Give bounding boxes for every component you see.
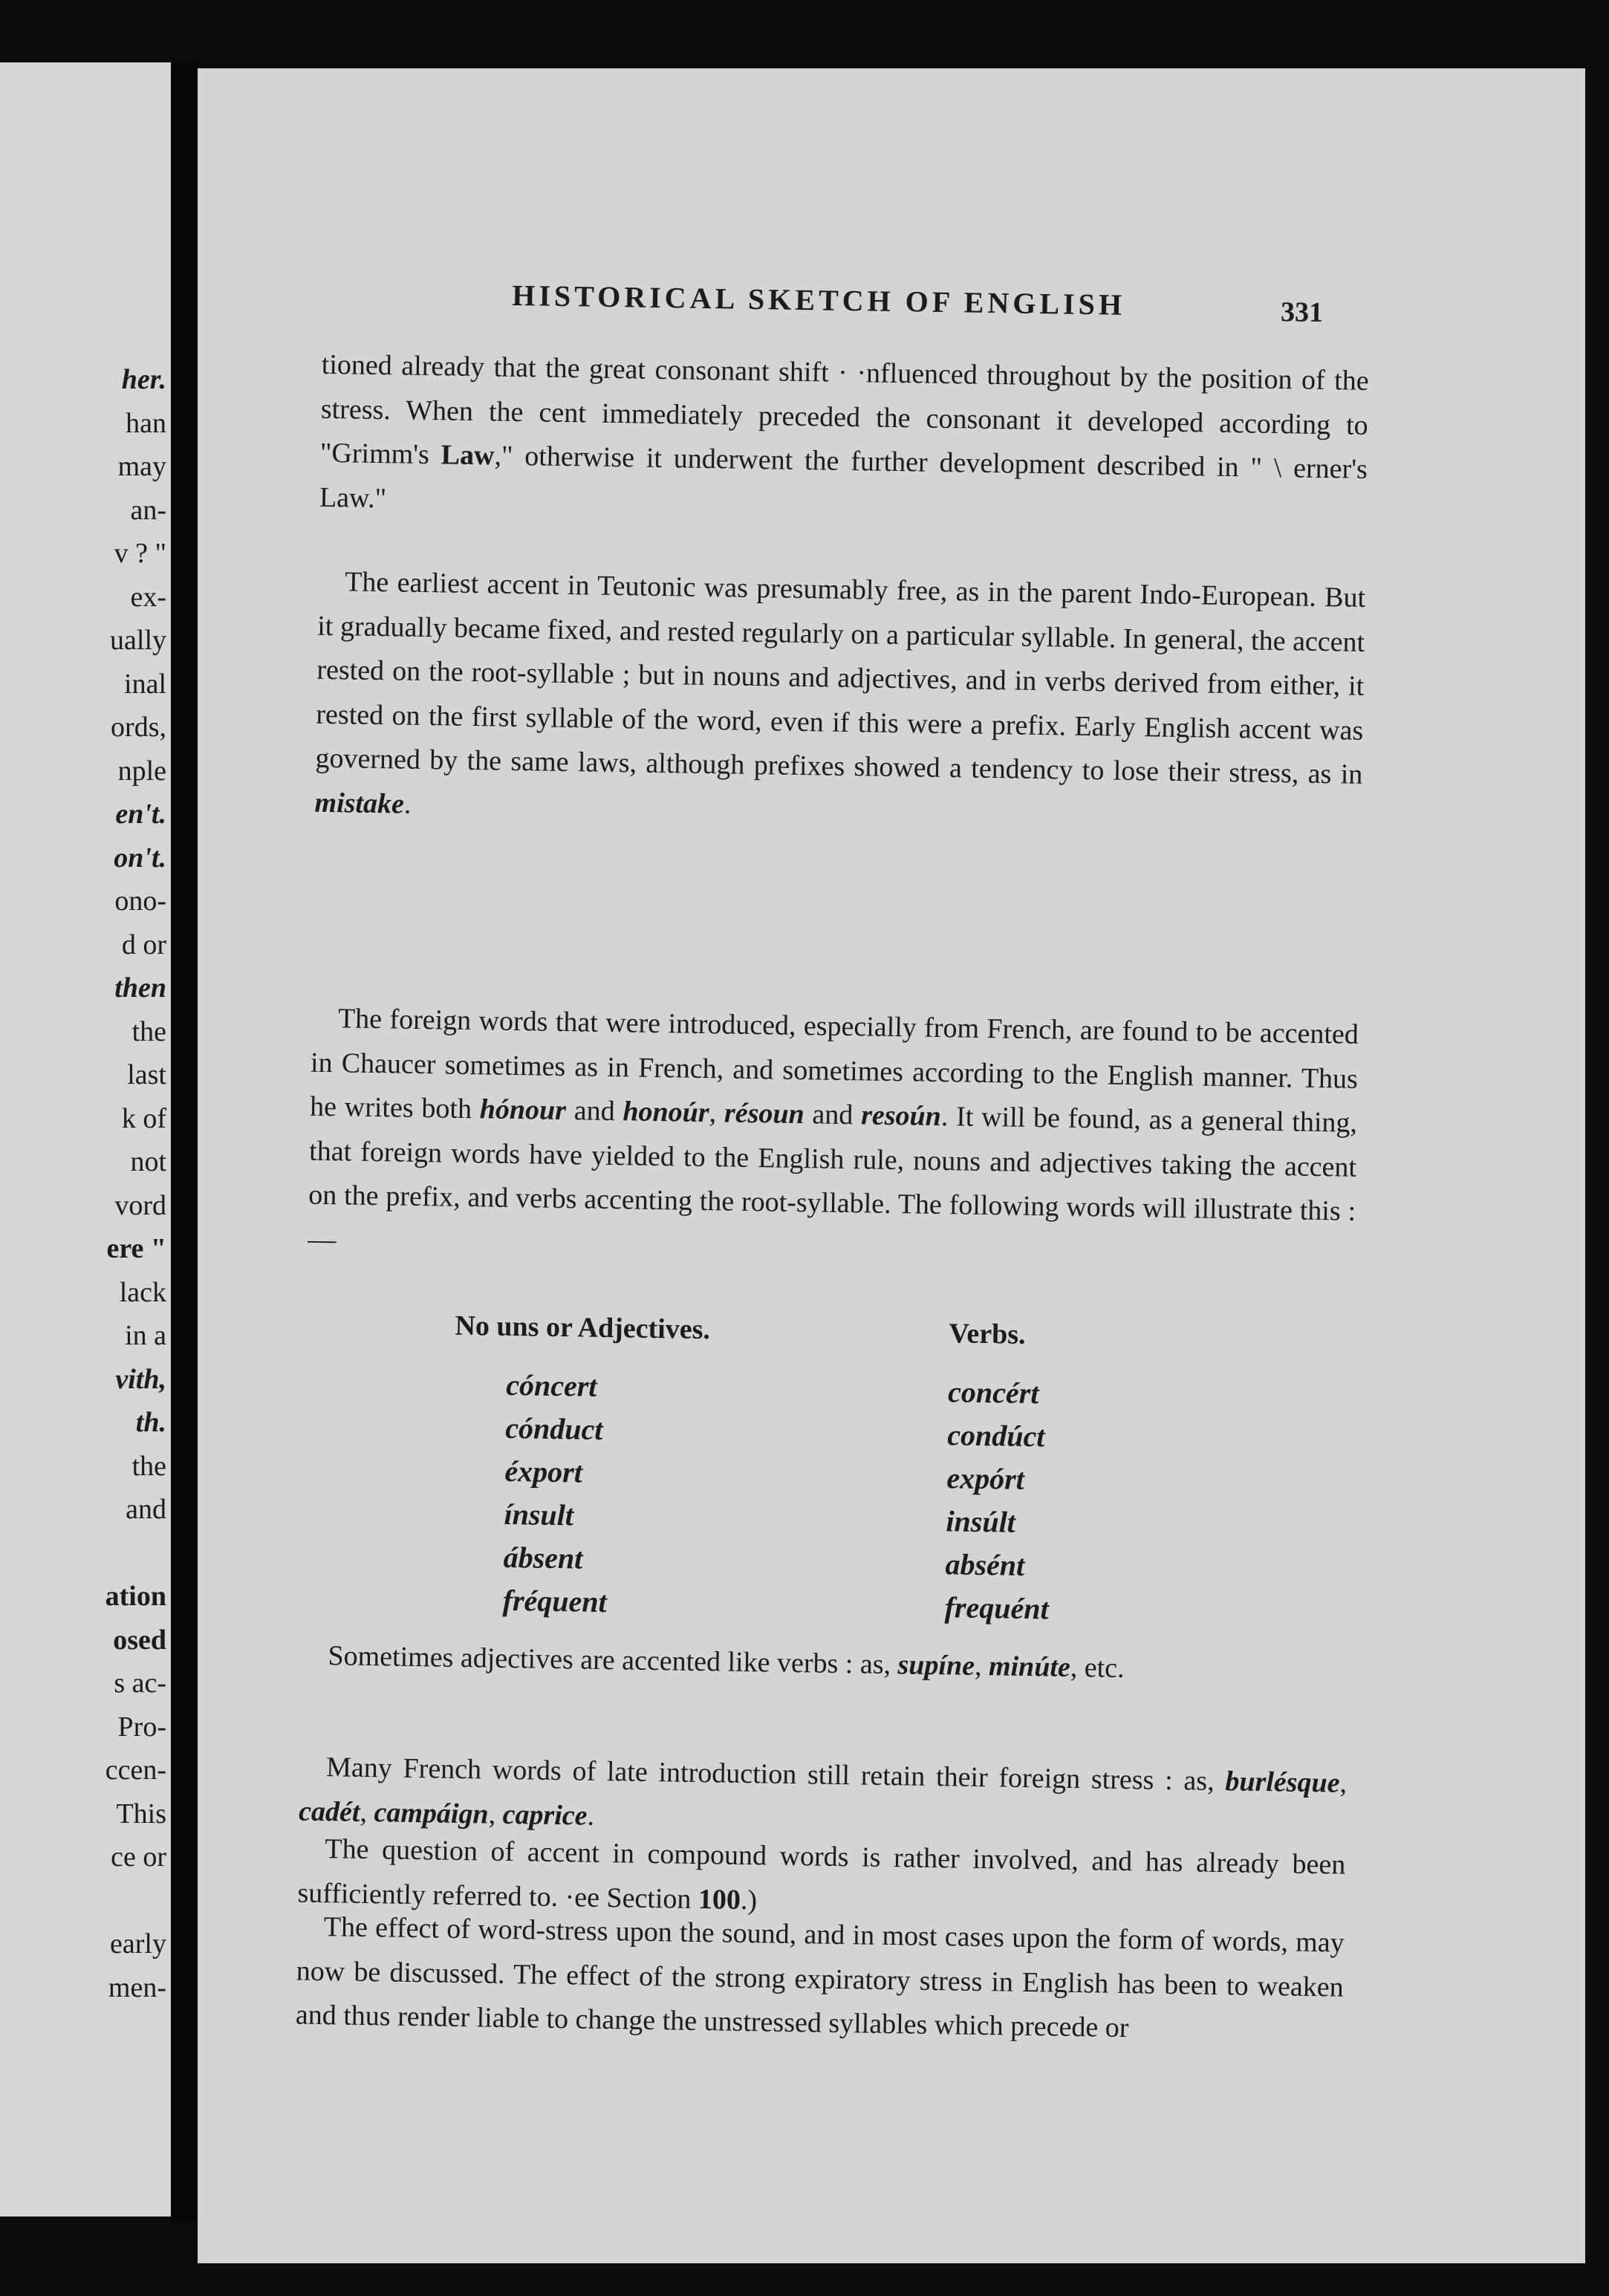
left-fragment-line: en't. — [115, 799, 166, 830]
text-run: honoúr — [623, 1096, 709, 1129]
page-content — [181, 58, 1602, 2274]
left-fragment-line: an- — [130, 494, 166, 526]
right-page — [198, 68, 1585, 2263]
text-run: Sometimes adjectives are accented like verbs : as, — [328, 1640, 898, 1681]
left-fragment-line: d or — [121, 929, 166, 960]
text-run: résoun — [724, 1097, 805, 1131]
text-run: . — [587, 1800, 595, 1832]
text-run: . — [403, 788, 412, 820]
paragraph-2 — [314, 560, 1365, 842]
text-run: tioned already that the great consonant shift · ·nfluenced throughout by the position of the stress. When the cent immediately preceded the consonant it developed according to "Grimm's — [319, 348, 1370, 471]
left-fragment-line: ere " — [106, 1233, 166, 1264]
left-fragment-line: and — [126, 1494, 166, 1525]
text-run: The earliest accent in Teutonic was presumably free, as in the parent Indo-European. But it gradually became fixed, and rested regularly on a particular syllable. In general, the accent rested on the root-syllable ; but in nouns and adjectives, and in verbs derived from either, it rested on the first syllable of the word, even if this were a prefix. Early English accent was governed by the same laws, although prefixes showed a tendency to lose their stress, as in — [315, 566, 1366, 790]
text-run: The foreign words that were introduced, especially from French, are found to be accented in Chaucer sometimes as in French, and sometimes according to the English manner. Thus he writes both — [309, 1003, 1359, 1125]
left-fragment-line: the — [131, 1015, 166, 1047]
left-fragment-line: ually — [110, 625, 166, 656]
left-fragment-line: han — [126, 407, 166, 439]
left-fragment-line: k of — [121, 1102, 166, 1134]
text-run: , etc. — [1070, 1651, 1125, 1685]
verb-word: absént — [945, 1547, 1025, 1582]
paragraph-1 — [319, 343, 1370, 536]
left-fragment-line: Pro- — [117, 1711, 166, 1743]
paragraph-7 — [295, 1905, 1345, 2055]
left-fragment-line: s ac- — [114, 1668, 166, 1699]
verbs-column — [944, 1370, 1052, 1630]
verb-word: concért — [947, 1375, 1039, 1411]
text-run: 100 — [698, 1883, 741, 1916]
left-fragment-line: not — [130, 1146, 166, 1177]
text-run: burlésque — [1225, 1766, 1340, 1799]
noun-word: ínsult — [504, 1497, 574, 1532]
verb-word: expórt — [946, 1461, 1025, 1496]
paragraph-3 — [308, 997, 1359, 1278]
left-fragment-line: ex- — [130, 581, 166, 613]
left-fragment-line: ords, — [111, 712, 166, 743]
text-run: resoún — [860, 1099, 942, 1133]
text-run: campáign — [374, 1796, 489, 1830]
left-fragment-line: ono- — [114, 885, 166, 917]
left-fragment-line — [3, 1532, 166, 1575]
left-fragment-line: men- — [108, 1971, 166, 2003]
text-run: , — [360, 1796, 374, 1828]
left-fragment-line: her. — [121, 364, 166, 395]
verb-word: frequént — [944, 1590, 1050, 1626]
verb-word: insúlt — [946, 1504, 1016, 1539]
left-fragment-line: ccen- — [105, 1754, 166, 1786]
left-fragment-line: in a — [125, 1320, 166, 1351]
left-fragment-line: osed — [113, 1624, 166, 1656]
noun-word: éxport — [504, 1454, 583, 1489]
text-run: and — [565, 1095, 623, 1128]
left-page — [0, 62, 171, 2217]
text-run: The question of accent in compound words is rather involved, and has already been sufficiently referred to. ·ee Section — [297, 1833, 1346, 1915]
left-fragment-line: nple — [117, 755, 166, 787]
text-run: and — [804, 1099, 862, 1131]
left-fragment-line: This — [116, 1798, 166, 1830]
left-fragment-line: v ? " — [114, 538, 166, 569]
left-fragment-line: last — [127, 1059, 166, 1090]
left-fragment-line: vord — [114, 1189, 166, 1221]
left-fragment-line: inal — [124, 668, 166, 700]
noun-word: cónduct — [505, 1411, 603, 1446]
left-fragment-line: th. — [135, 1407, 166, 1438]
text-run: , — [488, 1798, 503, 1830]
left-fragment-line: early — [110, 1928, 166, 1960]
left-fragment-line: on't. — [114, 842, 166, 874]
text-run: , — [1339, 1767, 1348, 1799]
left-fragment-line: may — [117, 451, 166, 482]
text-run: . It will be found, as a general thing, that foreign words have yielded to the English rule, nouns and adjectives taking the accent on the prefix, and verbs accenting the root-syllable. The following words will illustrate this :— — [308, 1101, 1358, 1255]
verb-word: condúct — [946, 1418, 1045, 1454]
noun-word: ábsent — [503, 1540, 583, 1575]
left-fragment-line: ation — [105, 1581, 166, 1612]
left-fragment-line: then — [114, 972, 166, 1004]
text-run: Many French words of late introduction still retain their foreign stress : as, — [325, 1752, 1226, 1798]
table-heading-nouns: No uns or Adjectives. — [455, 1310, 711, 1346]
noun-word: fréquent — [502, 1583, 608, 1619]
text-run: hónour — [479, 1093, 567, 1127]
text-run: mistake — [314, 787, 405, 820]
noun-word: cóncert — [505, 1367, 597, 1403]
text-run: minúte — [988, 1651, 1071, 1683]
left-fragment-line: lack — [119, 1276, 166, 1308]
left-fragment-line: ce or — [111, 1841, 166, 1873]
text-run: , — [974, 1650, 989, 1682]
text-run: cadét — [298, 1795, 360, 1828]
table-heading-verbs: Verbs. — [949, 1318, 1026, 1350]
left-fragment-line: the — [131, 1450, 166, 1482]
running-head: HISTORICAL SKETCH OF ENGLISH — [511, 278, 1126, 322]
text-run: caprice — [502, 1798, 588, 1832]
left-page-fragments — [3, 358, 166, 2009]
page-number: 331 — [1280, 296, 1324, 328]
paragraph-4 — [301, 1634, 1349, 1695]
text-run: The effect of word-stress upon the sound, and in most cases upon the form of words, may now be discussed. The effect of the strong expiratory stress in English has been to weaken and thus render liable to change the unstressed syllables which precede or — [295, 1911, 1345, 2044]
left-fragment-line — [3, 1879, 166, 1923]
text-run: Law — [441, 439, 495, 472]
text-run: .) — [740, 1884, 758, 1916]
left-fragment-line: vith, — [115, 1363, 166, 1395]
nouns-column — [502, 1364, 610, 1624]
text-run: ," otherwise it underwent the further development described in " \ erner's Law." — [319, 440, 1368, 514]
text-run: , — [709, 1097, 725, 1129]
text-run: supíne — [897, 1649, 975, 1682]
